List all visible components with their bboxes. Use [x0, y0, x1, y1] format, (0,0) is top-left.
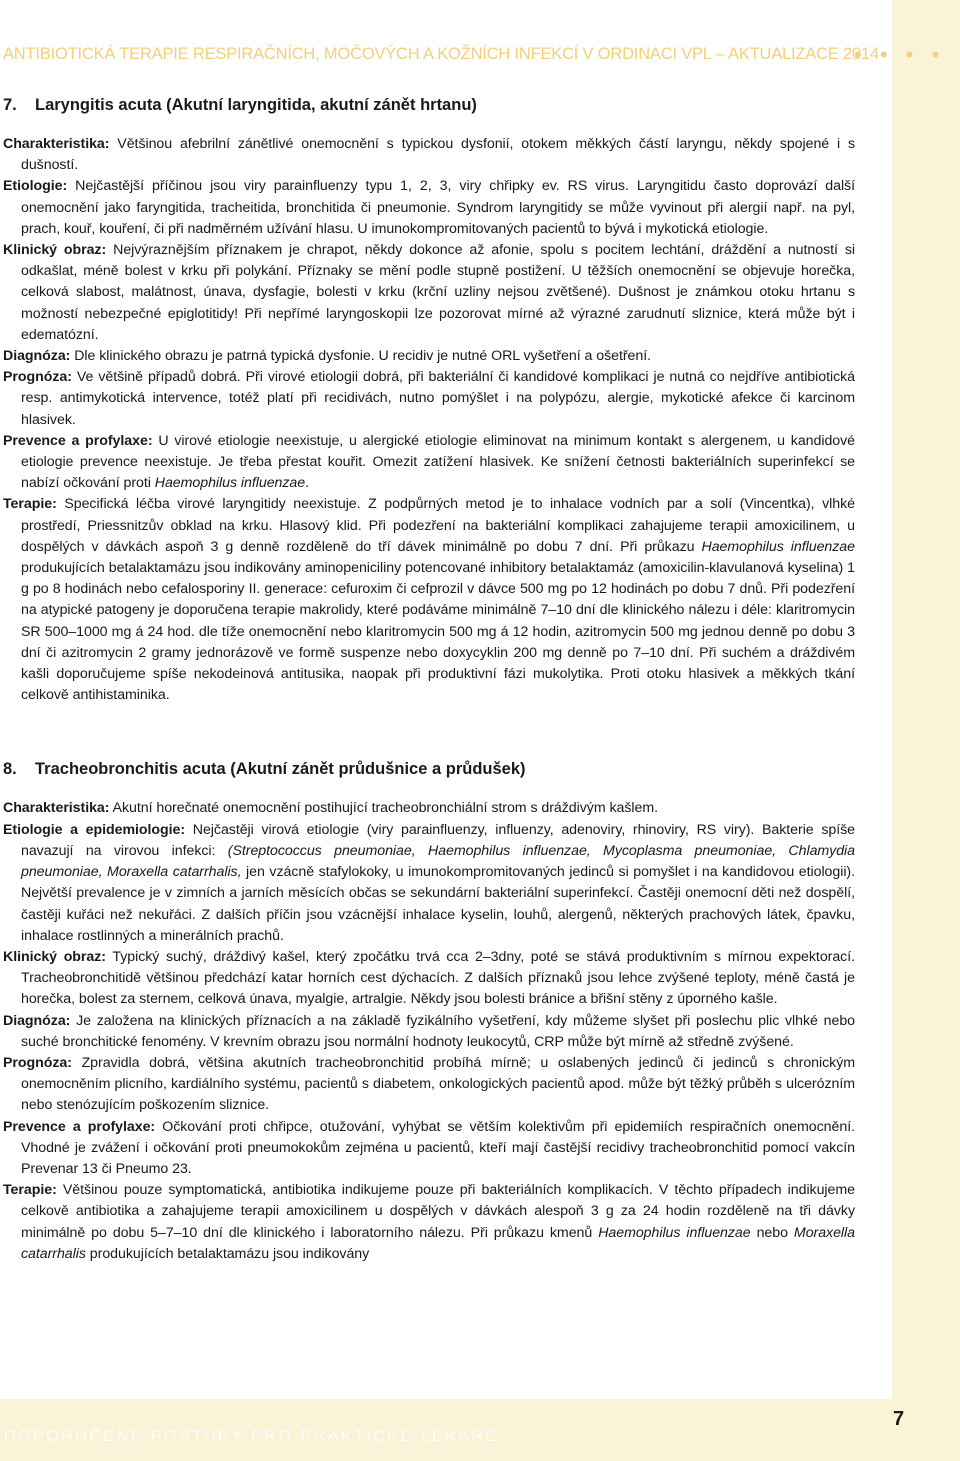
- s8-etiology: [3, 820, 855, 947]
- s7-therapy-italic: Haemophilus influenzae: [701, 538, 855, 555]
- s7-diagnosis: [3, 346, 855, 367]
- s7-therapy-label: Terapie:: [3, 496, 57, 513]
- s8-diagnosis-text: Je založena na klinických příznacích a na základě fyzikálního vyšetření, kdy můžeme slyšet při poslechu plic vlhké nebo suché bronchitické fenomény. V krevním obrazu jsou normální hodnoty leukocytů, CRP může být mírně až středně zvýšené.: [21, 1012, 855, 1050]
- s8-clinical-picture: [3, 947, 855, 1011]
- section-7-title: Laryngitis acuta (Akutní laryngitida, akutní zánět hrtanu): [35, 96, 477, 114]
- s8-prevention-label: Prevence a profylaxe:: [3, 1118, 156, 1135]
- s8-etiology-italic: (Streptococcus pneumoniae, Haemophilus influenzae, Mycoplasma pneumoniae, Chlamydia pneumoniae, Moraxella catarrhalis,: [21, 842, 855, 881]
- s7-diagnosis-label: Diagnóza:: [3, 348, 71, 365]
- s8-therapy-italic-b: Moraxella catarrhalis: [21, 1224, 855, 1262]
- s7-prevention-label: Prevence a profylaxe:: [3, 432, 153, 449]
- page-number: 7: [893, 1408, 905, 1430]
- s8-diagnosis: [3, 1011, 855, 1053]
- side-decor-strip: [892, 0, 960, 1461]
- section-7-heading: [3, 94, 855, 116]
- s8-therapy-text-end: produkujících betalaktamázu jsou indikovány: [85, 1245, 370, 1262]
- s7-clinical-label: Klinický obraz:: [3, 242, 107, 259]
- s7-clinical-picture: [3, 240, 855, 346]
- s7-characteristics-text: Většinou afebrilní zánětlivé onemocnění s typickou dysfonií, otokem měkkých částí laryngu, někdy spojené i s dušností.: [21, 136, 855, 174]
- s7-prevention: [3, 431, 855, 495]
- section-7-number: 7.: [3, 96, 17, 114]
- s7-etiology-text: Nejčastější příčinou jsou viry parainfluenzy typu 1, 2, 3, viry chřipky ev. RS virus. Laryngitidu často doprovází další onemocnění jako faryngitida, tracheitida, bronchitida či pneumonie. Syndrom laryngitidy se může vyvinout při alergií např. na pyl, prach, kouř, kouření, či při nadměrném užívání hlasu. U imunokompromitovaných pacientů to bývá i mykotická etiologie.: [21, 178, 855, 237]
- s8-clinical-text: Typický suchý, dráždivý kašel, který zpočátku trvá cca 2–3dny, poté se stává produktivním s mírnou expektorací. Tracheobronchitidě většinou předchází katar horních cest dýchacích. Z dalších příznaků jsou lehce zvýšené teploty, méně častá je horečka, bolest za sternem, celková únava, myalgie, artralgie. Někdy jsou bolesti bránice a břišní stěny z úporného kašle.: [21, 948, 856, 1008]
- s7-characteristics-label: Charakteristika:: [3, 136, 110, 152]
- s8-prognosis-text: Zpravidla dobrá, většina akutních tracheobronchitid probíhá mírně; u oslabených jedinců či jedinců s chronickým onemocněním plicního, kardiálního systému, pacientů s diabetem, onkologických pacientů apod. může být těžký průběh s ulcerózním nebo stenózujícím poškozením sliznice.: [21, 1054, 855, 1114]
- section-8-heading: [3, 758, 855, 780]
- s8-therapy: [3, 1180, 855, 1265]
- s8-etiology-label: Etiologie a epidemiologie:: [3, 821, 186, 838]
- s8-prevention-text: Očkování proti chřipce, otužování, vyhýbat se větším kolektivům při epidemiích respiračních onemocnění. Vhodné je zvážení i očkování proti pneumokokům zejména u pacientů, kteří mají častější recidivy tracheobronchitid pomocí vakcín Prevenar 13 či Pneumo 23.: [21, 1118, 855, 1177]
- s7-prevention-italic: Haemophilus influenzae: [154, 475, 306, 492]
- s7-therapy: [3, 494, 855, 706]
- footer-title: DOPORUČENÉ POSTUPY PRO PRAKTICKÉ LÉKAŘE: [4, 1428, 499, 1445]
- s8-therapy-italic-a: Haemophilus influenzae: [598, 1224, 751, 1241]
- s8-characteristics: [3, 798, 855, 819]
- s7-characteristics: [3, 134, 855, 176]
- s8-therapy-text-mid: nebo: [750, 1224, 794, 1241]
- s7-clinical-text: Nejvýraznějším příznakem je chrapot, někdy dokonce až afonie, spolu s pocitem lechtání, dráždění a nutností si odkašlat, méně bolest v krku při polykání. Příznaky se mění podle stupně postižení. U těžších onemocnění se objevuje horečka, celková slabost, malátnost, únava, dysfagie, bolesti v krku (krční uzliny nejsou zvětšené). Dušnost je známkou otoku hrtanu s možností nebezpečné epiglotitidy! Při nepřímé laryngoskopii lze pozorovat mírné až výrazné zarudnutí sliznice, která může být i edematózní.: [21, 242, 855, 343]
- header-dots: • • • •: [854, 42, 946, 67]
- s8-etiology-text: Nejčastěji virová etiologie (viry parainfluenzy, influenzy, adenoviry, rhinoviry, RS viry). Bakterie spíše navazují na virovou infekci:: [21, 821, 855, 859]
- s8-characteristics-label: Charakteristika:: [3, 800, 110, 817]
- s8-characteristics-text: Akutní horečnaté onemocnění postihující tracheobronchiální strom s dráždivým kašlem.: [109, 800, 659, 817]
- s8-prevention: [3, 1117, 855, 1181]
- running-header: ANTIBIOTICKÁ TERAPIE RESPIRAČNÍCH, MOČOVÝCH A KOŽNÍCH INFEKCÍ V ORDINACI VPL – AKTUALIZACE 2014: [3, 45, 879, 63]
- s7-prognosis-label: Prognóza:: [3, 369, 72, 386]
- section-8-title: Tracheobronchitis acuta (Akutní zánět průdušnice a průdušek): [35, 760, 526, 779]
- s8-prognosis-label: Prognóza:: [3, 1054, 72, 1071]
- s7-prognosis: [3, 367, 855, 431]
- s8-clinical-label: Klinický obraz:: [3, 948, 106, 965]
- s7-prevention-text: U virové etiologie neexistuje, u alergické etiologie eliminovat na minimum kontakt s alergenem, u kandidové etiologie prevence neexistuje. Je třeba přestat kouřit. Omezit zatížení hlasivek. Ke snížení četnosti bakteriálních superinfekcí se nabízí očkování proti: [21, 432, 856, 492]
- s8-therapy-label: Terapie:: [3, 1182, 57, 1199]
- s8-etiology-text-end: jen vzácně stafylokoky, u imunokompromitovaných jedinců si pomyšlet i na kandidovou etiologii). Největší prevalence je v zimních a jarních měsících občas se sekundární bakteriální superinfekcí. Častěji onemocní děti než dospělí, častěji kuřáci než nekuřáci. Z dalších příčin jsou vzácnější inhalace kyselin, louhů, alergenů, některých prachových látek, čpavku, inhalace rostlinných a minerálních prachů.: [21, 864, 855, 944]
- s8-diagnosis-label: Diagnóza:: [3, 1012, 71, 1029]
- s7-etiology-label: Etiologie:: [3, 178, 68, 195]
- s8-prognosis: [3, 1053, 855, 1117]
- s7-etiology: [3, 176, 855, 240]
- s8-therapy-text: Většinou pouze symptomatická, antibiotika indikujeme pouze při bakteriálních komplikacích. V těchto případech indikujeme celkově antibiotika a zahajujeme terapii amoxicilinem u dospělých v dávkách alespoň 3 g za 24 hodin rozděleně na tři dávky minimálně po dobu 5–7–10 dní dle klinického i laboratorního nálezu. Při průkazu kmenů: [21, 1182, 855, 1241]
- s7-prevention-text-end: .: [305, 475, 310, 492]
- s7-therapy-text-end: produkujících betalaktamázu jsou indikovány aminopeniciliny potencované inhibitory betalaktamáz (amoxicilin-klavulanová kyselina) 1 g po 8 hodinách nebo cefalosporiny II. generace: cefuroxim či cefprozil v dávce 500 mg po 12 hodinách po dobu 7 dnů. Při podezření na atypické patogeny je doporučena terapie makrolidy, které podáváme minimálně 7–10 dní dle klinického nálezu i déle: klaritromycin SR 500–1000 mg á 24 hod. dle tíže onemocnění nebo klaritromycin 500 mg á 12 hodin, azitromycin 500 mg jednou denně po dobu 3 dní či azitromycin 2 gramy jednorázově ve formě suspenze nebo doxycyklin 200 mg denně po 7–10 dní. Při suchém a dráždivém kašli doporučujeme spíše nekodeinová antitusika, naopak při produktivní fázi mukolytika. Proti otoku hlasivek a měkkých tkání celkově antihistaminika.: [21, 560, 855, 704]
- page-content: [3, 94, 855, 1265]
- section-8-number: 8.: [3, 760, 17, 779]
- s7-diagnosis-text: Dle klinického obrazu je patrná typická dysfonie. U recidiv je nutné ORL vyšetření a ošetření.: [70, 348, 651, 365]
- s7-prognosis-text: Ve většině případů dobrá. Při virové etiologii dobrá, při bakteriální či kandidové komplikaci je nutná co nejdříve antibiotická resp. antimykotická intervence, totéž platí při recidivách, nutno pomýšlet i na polypózu, alergie, mykotické afekce či karcinom hlasivek.: [21, 369, 855, 428]
- s7-therapy-text: Specifická léčba virové laryngitidy neexistuje. Z podpůrných metod je to inhalace vodních par a solí (Vincentka), vlhké prostředí, Priessnitzův obklad na krku. Hlasový klid. Při podezření na bakteriální komplikaci zahajujeme terapii amoxicilinem, u dospělých v dávkách aspoň 3 g denně rozděleně do tří dávek minimálně po dobu 7 dní. Při průkazu: [21, 496, 855, 555]
